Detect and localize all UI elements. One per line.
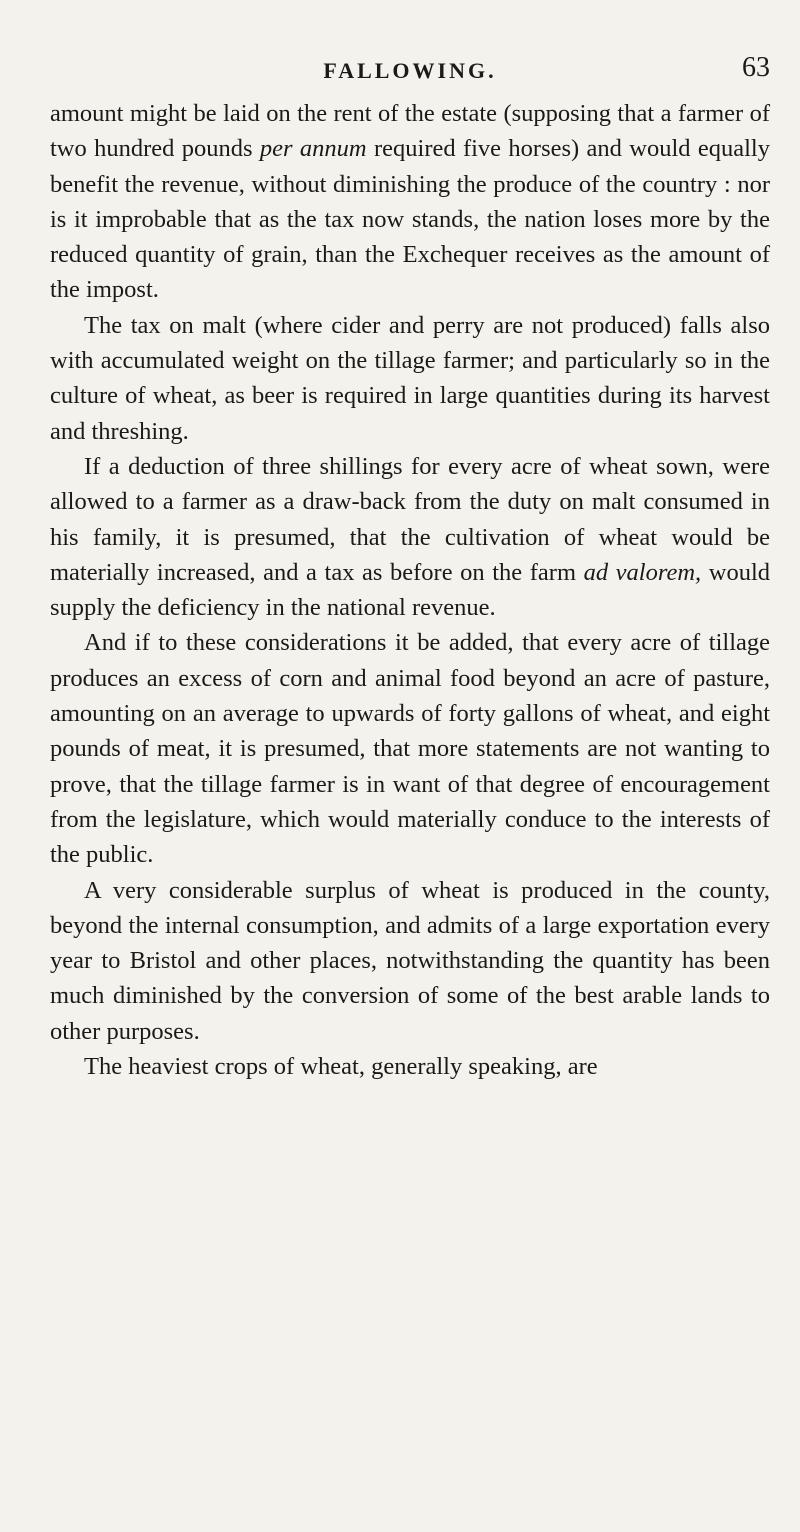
paragraph-5 xyxy=(50,873,770,1049)
page-header xyxy=(50,52,770,88)
paragraph-3-text-a: If a deduction of three shillings for every acre of wheat sown, were allowed to a farmer as a draw-back from the duty on malt consumed in his family, it is presumed, that the cultivation of wheat would be materially increased, and a tax as before on the farm xyxy=(50,452,770,586)
paragraph-5-text: A very considerable surplus of wheat is produced in the county, beyond the internal consumption, and admits of a large exportation every year to Bristol and other places, notwithstanding the quantity has been much diminished by the conversion of some of the best arable lands to other purposes. xyxy=(50,876,770,1045)
paragraph-3-text-b: would supply the deficiency in the national revenue. xyxy=(50,558,771,622)
running-head: FALLOWING. xyxy=(323,58,497,83)
paragraph-1 xyxy=(50,96,770,308)
paragraph-1-text-a: amount might be laid on the rent of the estate (supposing that a farmer of two hundred pounds xyxy=(50,100,770,163)
paragraph-3 xyxy=(50,449,770,625)
paragraph-2 xyxy=(50,308,770,449)
paragraph-6-text: The heaviest crops of wheat, generally speaking, are xyxy=(84,1053,598,1081)
paragraph-2-text: The tax on malt (where cider and perry are not produced) falls also with accumulated weight on the tillage farmer; and particularly so in the culture of wheat, as beer is required in large quantities during its harvest and threshing. xyxy=(50,311,770,445)
page-number: 63 xyxy=(742,52,770,83)
paragraph-3-italic: ad valorem, xyxy=(583,558,702,586)
paragraph-1-italic: per annum xyxy=(259,135,367,163)
paragraph-4-text: And if to these considerations it be added, that every acre of tillage produces an excess of corn and animal food beyond an acre of pasture, amounting on an average to upwards of forty gallons of wheat, and eight pounds of meat, it is presumed, that more statements are not wanting to prove, that the tillage farmer is in want of that degree of encouragement from the legislature, which would materially conduce to the interests of the public. xyxy=(50,629,770,869)
paragraph-4 xyxy=(50,625,770,872)
body-text xyxy=(50,96,770,1084)
paragraph-1-text-b: required five horses) and would equally benefit the revenue, without diminishing the produce of the country : nor is it improbable that as the tax now stands, the nation loses more by the reduced quantity of grain, than the Exchequer receives as the amount of the impost. xyxy=(50,135,770,304)
paragraph-6 xyxy=(50,1049,770,1084)
